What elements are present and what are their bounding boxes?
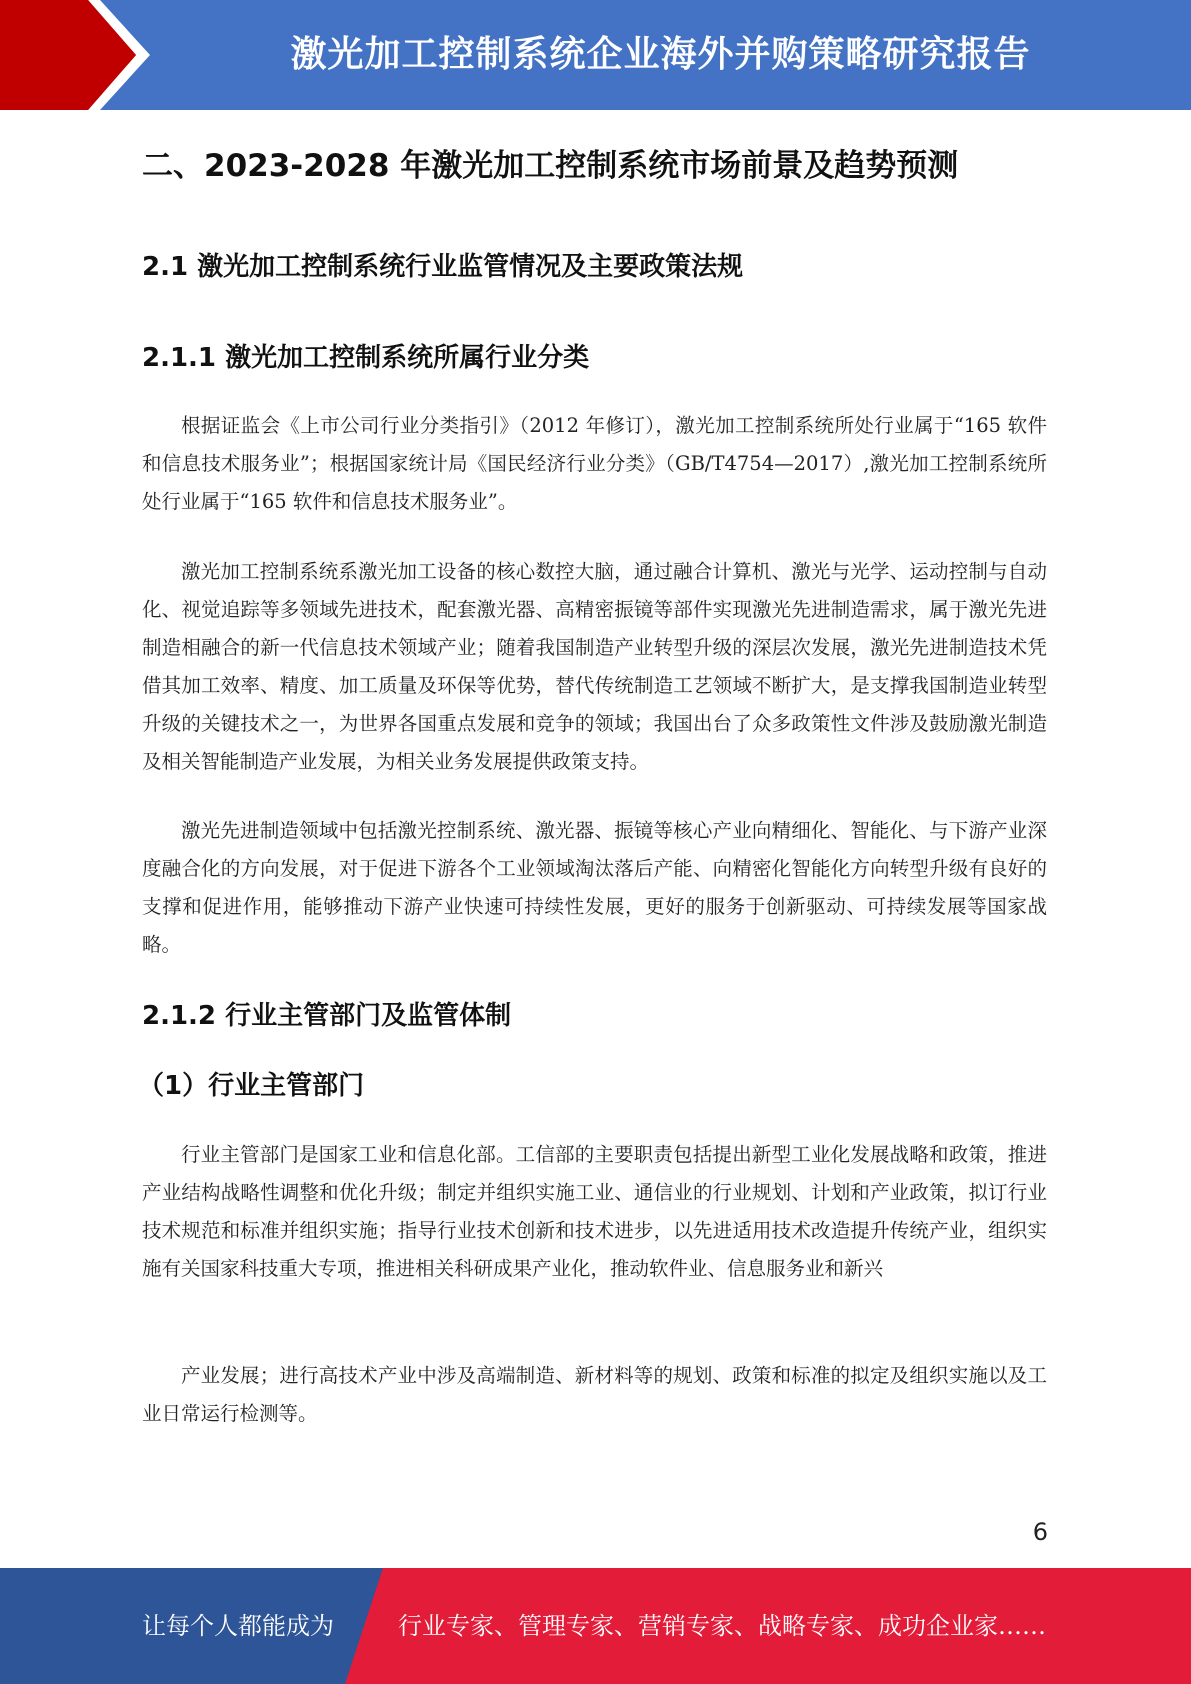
red-arrow-decoration (0, 0, 160, 110)
footer-banner (0, 1568, 1191, 1684)
section-title: 二、2023-2028 年激光加工控制系统市场前景及趋势预测 (142, 148, 959, 184)
sub-heading-industry-authority: （1）行业主管部门 (138, 1071, 365, 1101)
page-number: 6 (1032, 1518, 1048, 1546)
subsection-heading-2-1-2: 2.1.2 行业主管部门及监管体制 (142, 1001, 512, 1031)
paragraph: 激光加工控制系统系激光加工设备的核心数控大脑，通过融合计算机、激光与光学、运动控制与自动化、视觉追踪等多领域先进技术，配套激光器、高精密振镜等部件实现激光先进制造需求，属于激光先进制造相融合的新一代信息技术领域产业；随着我国制造产业转型升级的深层次发展，激光先进制造技术凭借其加工效率、精度、加工质量及环保等优势，替代传统制造工艺领域不断扩大，是支撑我国制造业转型升级的关键技术之一，为世界各国重点发展和竞争的领域；我国出台了众多政策性文件涉及鼓励激光制造及相关智能制造产业发展，为相关业务发展提供政策支持。 (142, 560, 1047, 773)
paragraph: 根据证监会《上市公司行业分类指引》（2012 年修订），激光加工控制系统所处行业属于“165 软件和信息技术服务业”；根据国家统计局《国民经济行业分类》（GB/T4754—2017）,激光加工控制系统所处行业属于“165 软件和信息技术服务业”。 (142, 414, 1047, 513)
footer-slogan-left: 让每个人都能成为 (142, 1612, 334, 1640)
subsection-heading-2-1: 2.1 激光加工控制系统行业监管情况及主要政策法规 (142, 252, 744, 282)
subsection-heading-2-1-1: 2.1.1 激光加工控制系统所属行业分类 (142, 343, 590, 373)
header-banner (0, 0, 1191, 110)
report-title: 激光加工控制系统企业海外并购策略研究报告 (290, 34, 1031, 75)
paragraph: 产业发展；进行高技术产业中涉及高端制造、新材料等的规划、政策和标准的拟定及组织实施以及工业日常运行检测等。 (142, 1364, 1047, 1425)
paragraph: 激光先进制造领域中包括激光控制系统、激光器、振镜等核心产业向精细化、智能化、与下游产业深度融合化的方向发展，对于促进下游各个工业领域淘汰落后产能、向精密化智能化方向转型升级有良好的支撑和促进作用，能够推动下游产业快速可持续性发展，更好的服务于创新驱动、可持续发展等国家战略。 (142, 819, 1047, 956)
paragraph: 行业主管部门是国家工业和信息化部。工信部的主要职责包括提出新型工业化发展战略和政策，推进产业结构战略性调整和优化升级；制定并组织实施工业、通信业的行业规划、计划和产业政策，拟订行业技术规范和标准并组织实施；指导行业技术创新和技术进步，以先进适用技术改造提升传统产业，组织实施有关国家科技重大专项，推进相关科研成果产业化，推动软件业、信息服务业和新兴 (142, 1143, 1047, 1280)
footer-slogan-right: 行业专家、管理专家、营销专家、战略专家、成功企业家…… (398, 1612, 1046, 1640)
